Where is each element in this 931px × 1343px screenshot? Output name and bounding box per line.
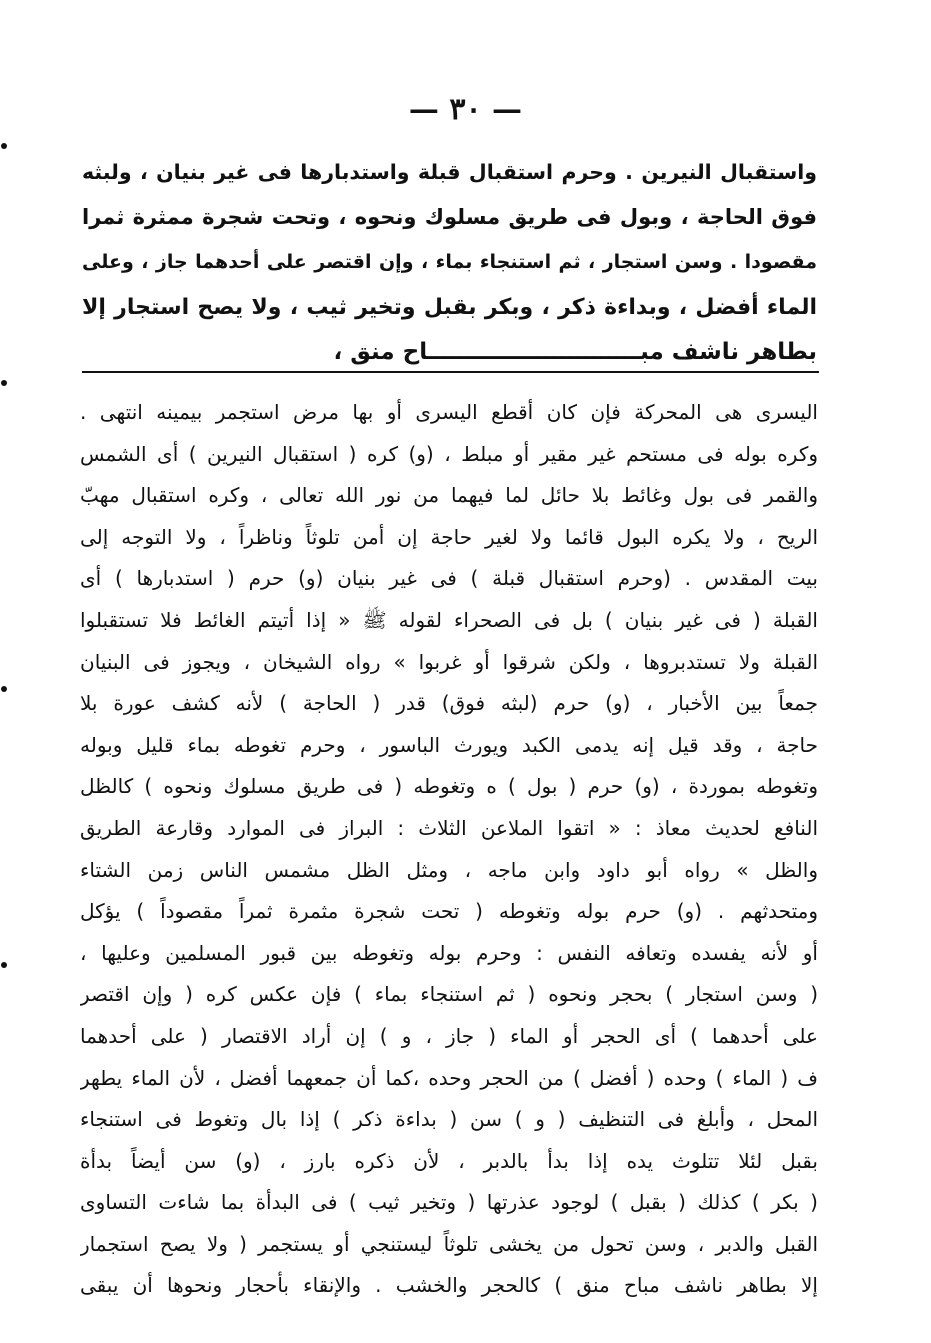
sharh-line: والقمر فى بول وغائط بلا حائل لما فيهما من نور الله تعالى ، وكره استقبال مهبّ: [80, 483, 818, 508]
matn-line: مقصودا . وسن استجار ، ثم استنجاء بماء ، وإن اقتصر على أحدهما جاز ، وعلى: [82, 251, 817, 273]
sharh-line: أو لأنه يفسده وتعافه النفس : وحرم بوله وتغوطه بين قبور المسلمين وعليها ،: [80, 940, 818, 965]
sharh-line: جمعاً بين الأخبار ، (و) حرم (لبثه فوق) قدر ( الحاجة ) لأنه كشف عورة بلا: [80, 691, 818, 716]
sharh-line: بقبل لئلا تتلوث يده إذا بدأ بالدبر ، لأن ذكره بارز ، (و) سن أيضاً بدأة: [80, 1148, 818, 1173]
sharh-line: ومتحدثهم . (و) حرم بوله وتغوطه ( تحت شجرة مثمرة ثمراً مقصوداً ) يؤكل: [80, 899, 818, 924]
sharh-line: بيت المقدس . (وحرم استقبال قبلة ) فى غير بنيان (و) حرم ( استدبارها ) أى: [80, 566, 818, 591]
sharh-line: المحل ، وأبلغ فى التنظيف ( و ) سن ( بداءة ذكر ) إذا بال وتغوط فى استنجاء: [80, 1107, 818, 1132]
sharh-line: ف ( الماء ) وحده ( أفضل ) من الحجر وحده ،كما أن جمعهما أفضل ، لأن الماء يطهر: [80, 1065, 818, 1090]
sharh-line: الريح ، ولا يكره البول قائما ولا لغير حاجة إن أمن تلوثاً وناظراً ، ولا التوجه إلى: [80, 524, 818, 549]
sharh-line: القبلة ( فى غير بنيان ) بل فى الصحراء لقوله ﷺ « إذا أتيتم الغائط فلا تستقبلوا: [80, 607, 818, 632]
page-number: — ٣٠ —: [408, 92, 523, 127]
sharh-line: النافع لحديث معاذ : « اتقوا الملاعن الثلاث : البراز فى الموارد وقارعة الطريق: [80, 815, 818, 840]
sharh-line: والظل » رواه أبو داود وابن ماجه ، ومثل الظل مشمس الناس زمن الشتاء: [80, 857, 818, 882]
sharh-line: حاجة ، وقد قيل إنه يدمى الكبد ويورث الباسور ، وحرم تغوطه بماء قليل وبوله: [80, 732, 818, 757]
matn-line: واستقبال النيرين . وحرم استقبال قبلة واستدبارها فى غير بنيان ، ولبثه: [82, 160, 817, 184]
matn-line: فوق الحاجة ، وبول فى طريق مسلوك ونحوه ، وتحت شجرة ممثرة ثمرا: [82, 205, 817, 229]
sharh-line: إلا بطاهر ناشف مباح منق ) كالحجر والخشب . والإنقاء بأحجار ونحوها أن يبقى: [80, 1273, 818, 1298]
separator-rule: [82, 371, 819, 373]
sharh-line: ( وسن استجار ) بحجر ونحوه ( ثم استنجاء بماء ) فإن عكس كره ( وإن اقتصر: [80, 982, 818, 1007]
sharh-line: القبل والدبر ، وسن تحول من يخشى تلوثاً ليستنجي أو يستجمر ( ولا يصح استجمار: [80, 1231, 818, 1256]
sharh-line: اليسرى هى المحركة فإن كان أقطع اليسرى أو بها مرض استجمر بيمينه انتهى .: [80, 400, 818, 424]
margin-mark: [1, 143, 7, 149]
sharh-text-block: [80, 392, 818, 1307]
sharh-line: وكره بوله فى مستحم غير مقير أو مبلط ، (و) كره ( استقبال النيرين ) أى الشمس: [80, 441, 818, 466]
sharh-line: ( بكر ) كذلك ( بقبل ) لوجود عذرتها ( وتخير ثيب ) فى البدأة بما شاءت التساوى: [80, 1190, 818, 1215]
sharh-line: على أحدهما ) أى الحجر أو الماء ( جاز ، و ) إن أراد الاقتصار ( على أحدهما: [80, 1023, 818, 1048]
sharh-line: وتغوطه بموردة ، (و) حرم ( بول ) ه وتغوطه ( فى طريق مسلوك ونحوه ) كالظل: [80, 774, 818, 799]
sharh-line: القبلة ولا تستدبروها ، ولكن شرقوا أو غربوا » رواه الشيخان ، ويجوز فى البنيان: [80, 649, 818, 674]
margin-mark: [1, 380, 7, 386]
matn-text-block: [82, 150, 817, 375]
matn-line: الماء أفضل ، وبداءة ذكر ، وبكر بقبل وتخير ثيب ، ولا يصح استجار إلا: [82, 295, 817, 320]
margin-mark: [1, 686, 7, 692]
matn-line: بطاهر ناشف مبـــــــــــــــــــــــــــاح منق ،: [333, 339, 817, 365]
margin-mark: [1, 962, 7, 968]
